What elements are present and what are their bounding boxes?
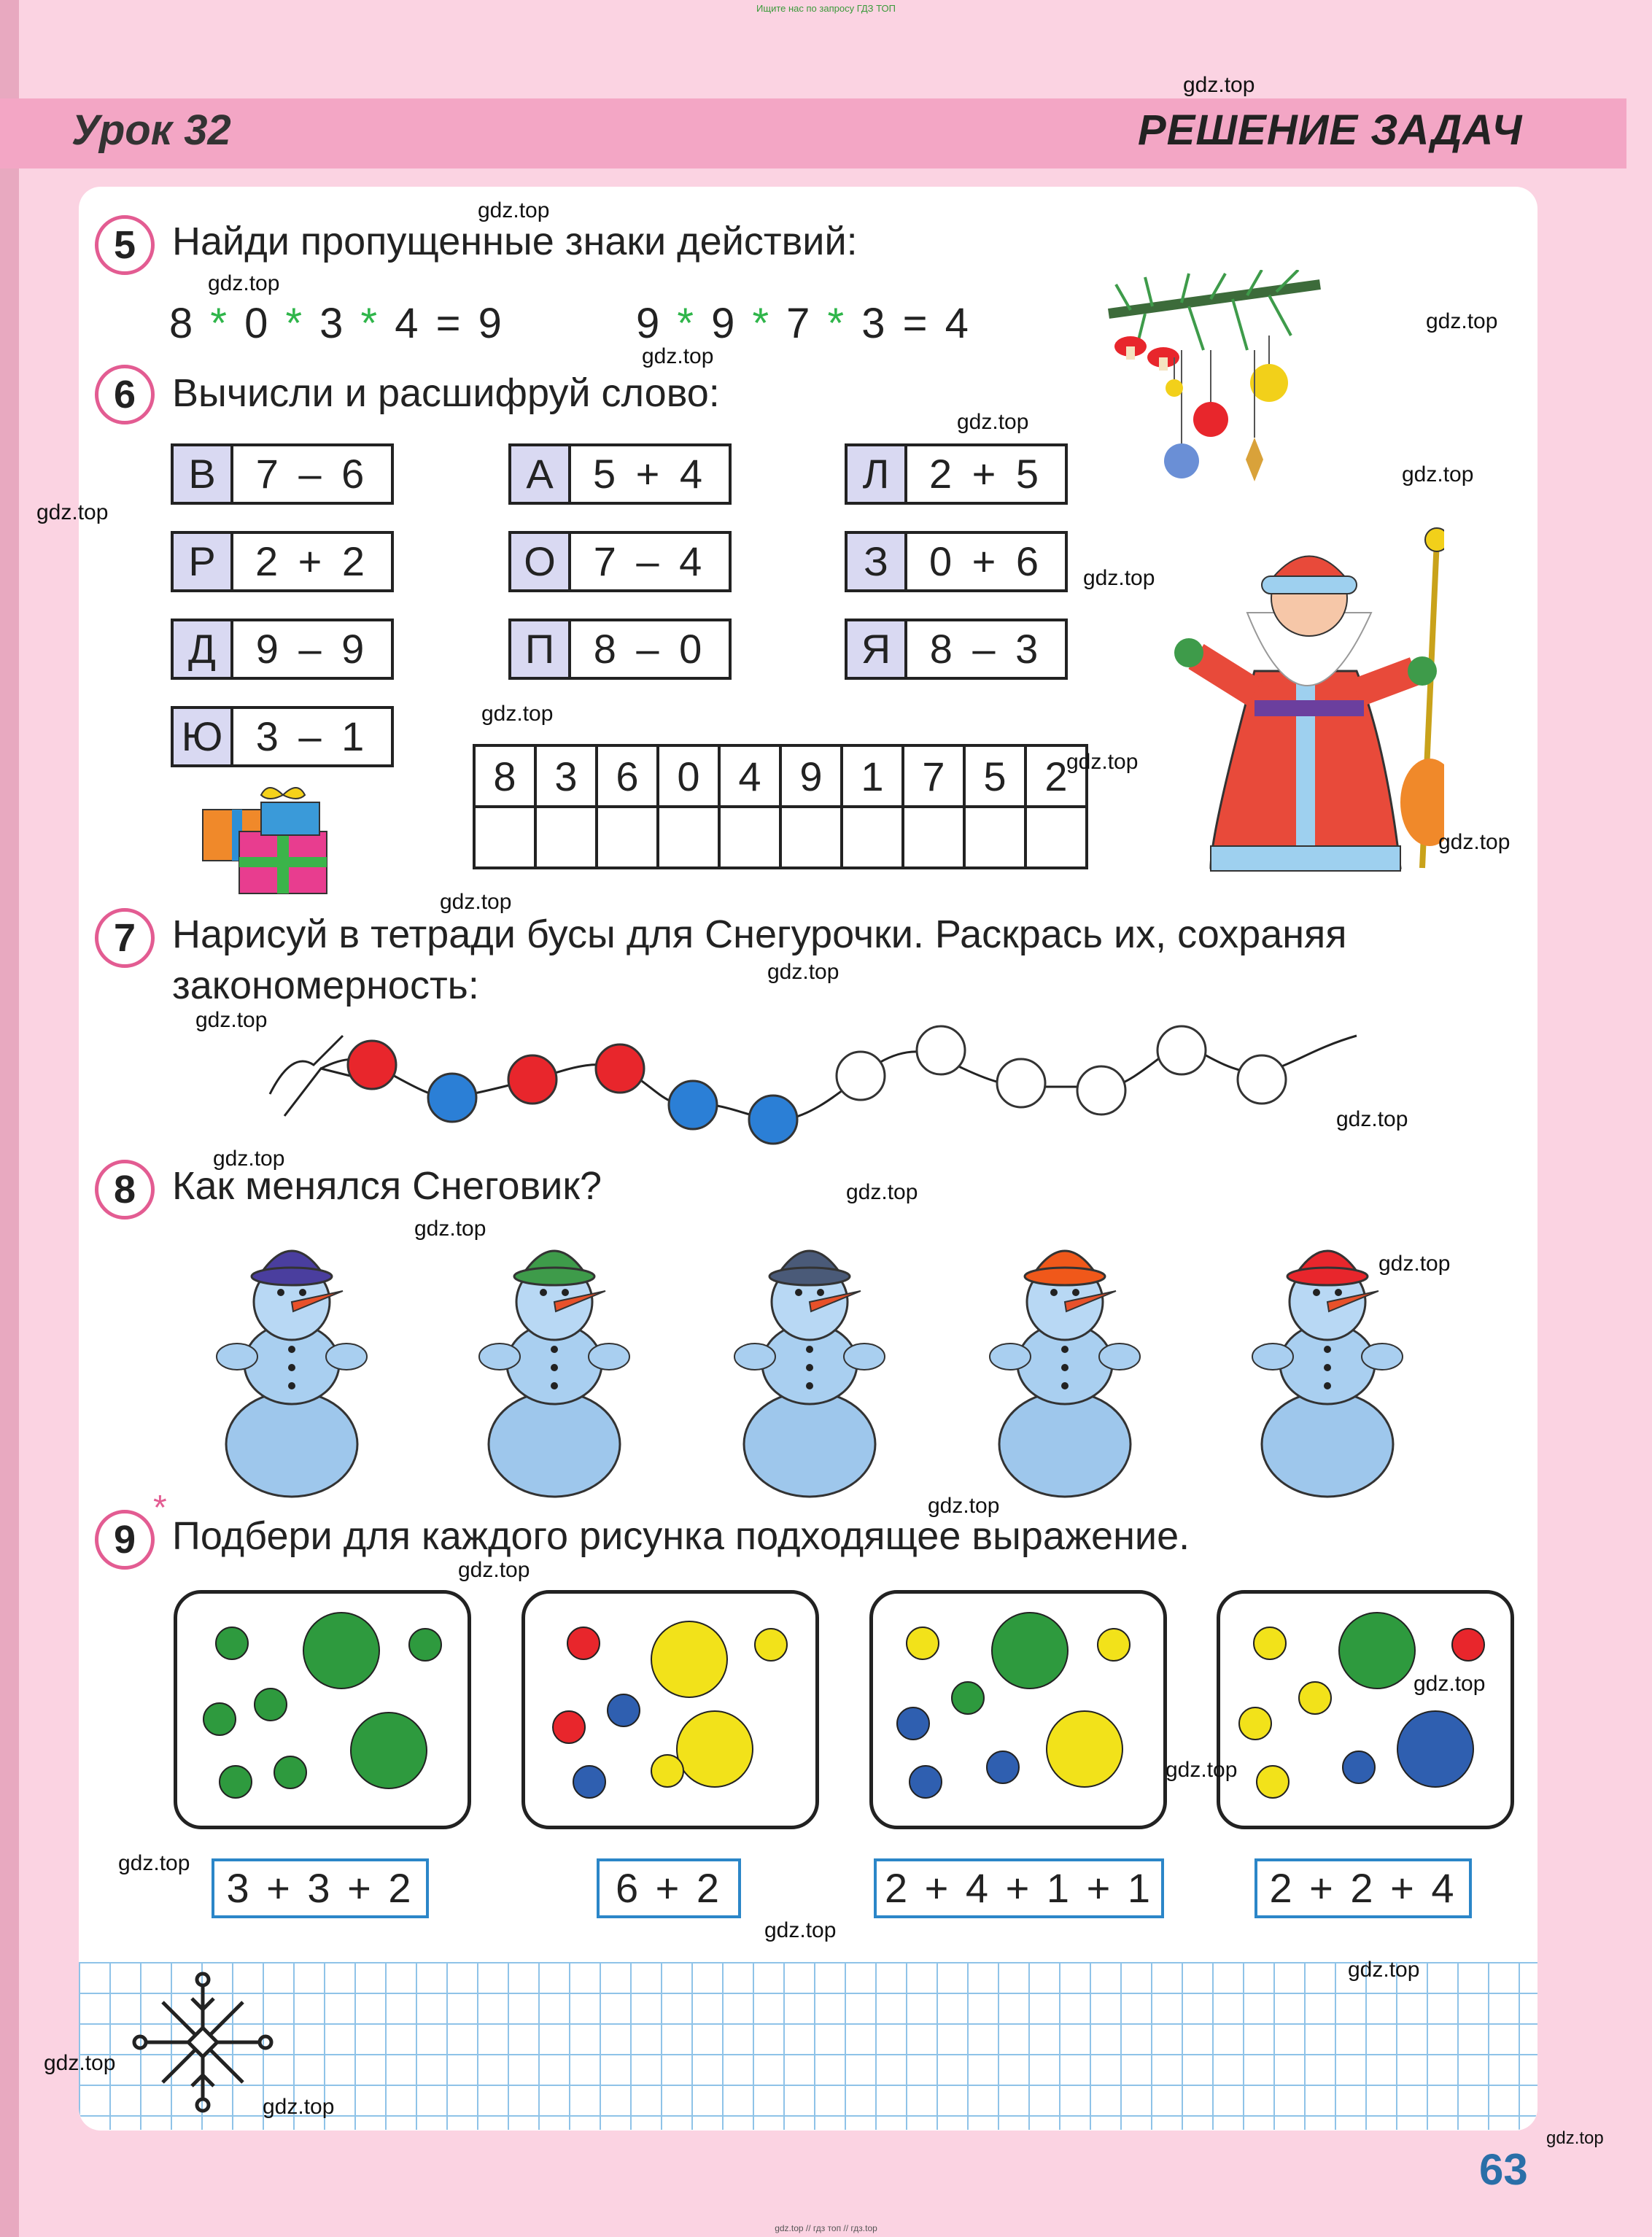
cipher-letter: Л [848,446,907,502]
bead-empty [1157,1026,1206,1074]
answer-cell[interactable] [597,807,658,868]
task-5-number: 5 [95,215,155,275]
code-digit: 5 [964,745,1025,807]
answer-cell[interactable] [842,807,903,868]
cipher-expression: 8 – 3 [929,626,1043,672]
missing-sign-asterisk[interactable]: * [271,300,320,347]
code-digit: 4 [719,745,780,807]
bead-empty [837,1052,885,1100]
watermark: gdz.top [44,2051,116,2075]
expression-2[interactable]: 6 + 2 [597,1858,741,1918]
watermark: gdz.top [1378,1252,1451,1276]
cipher-letter: Ю [174,709,233,764]
bead-empty [997,1059,1045,1107]
equation-term: 9 [711,300,738,347]
task-9-text: Подбери для каждого рисунка подходящее выражение. [172,1514,1190,1558]
task-6-column-2 [508,443,732,706]
cipher-box [171,706,394,767]
watermark: gdz.top [458,1558,530,1582]
watermark: gdz.top [1166,1758,1238,1782]
equation-term: 9 [636,300,663,347]
code-digits-row [474,745,1087,807]
cipher-box [171,531,394,592]
code-digit: 1 [842,745,903,807]
picture-card-1 [174,1590,471,1829]
task-7-number: 7 [95,908,155,968]
task-5-text: Найди пропущенные знаки действий: [172,220,858,263]
watermark: gdz.top [767,960,839,984]
code-digit: 7 [903,745,964,807]
code-digit: 2 [1025,745,1087,807]
cipher-expression: 8 – 0 [593,626,707,672]
cipher-expression: 7 – 4 [593,538,707,584]
answer-cell[interactable] [535,807,597,868]
cipher-box [845,619,1068,680]
lesson-title: Урок 32 [71,106,231,154]
missing-sign-asterisk[interactable]: * [195,300,245,347]
task-9-star: * [153,1489,167,1527]
watermark: gdz.top [208,271,280,295]
answer-cell[interactable] [719,807,780,868]
cipher-letter: Я [848,621,907,677]
watermark: gdz.top [1426,309,1498,333]
cipher-box [508,619,732,680]
cipher-expression: 2 + 2 [255,538,370,584]
santa-claus-illustration [1167,525,1444,890]
code-digit: 6 [597,745,658,807]
cipher-expression: 3 – 1 [255,713,369,759]
watermark: gdz.top [1083,566,1155,590]
snowman-4 [955,1225,1174,1503]
task-9-number: 9 [95,1510,155,1570]
bead-empty [1238,1055,1286,1104]
task-7-text-line1: Нарисуй в тетради бусы для Снегурочки. Раскрась их, сохраняя [172,912,1347,956]
bead-red [596,1044,644,1093]
watermark: gdz.top [195,1008,268,1032]
cipher-letter: А [511,446,571,502]
expression-1[interactable]: 3 + 3 + 2 [212,1858,429,1918]
watermark: gdz.top [213,1147,285,1171]
watermark: gdz.top [957,410,1029,434]
answer-cell[interactable] [964,807,1025,868]
task-8-text: Как менялся Снеговик? [172,1164,602,1208]
beads-necklace [241,1007,1378,1152]
book-spine [0,0,19,2237]
watermark: gdz.top [118,1851,190,1875]
equation-term: 4 = 9 [395,300,505,347]
task-7-text-line2: закономерность: [172,964,479,1007]
missing-sign-asterisk[interactable]: * [813,300,862,347]
bead-red [508,1055,557,1104]
answer-row[interactable] [474,807,1087,868]
cipher-expression: 5 + 4 [592,451,707,497]
equation-term: 7 [786,300,813,347]
bottom-note: gdz.top // гдз топ // гдз.top [775,2223,877,2233]
christmas-branch-illustration [1101,270,1335,489]
snowmen-row [182,1225,1422,1503]
cipher-expression: 7 – 6 [255,451,369,497]
watermark: gdz.top [263,2095,335,2119]
page-number: 63 [1479,2145,1528,2194]
watermark: gdz.top [846,1180,918,1204]
expression-3[interactable]: 2 + 4 + 1 + 1 [874,1858,1164,1918]
task-6-text: Вычисли и расшифруй слово: [172,371,720,415]
answer-cell[interactable] [474,807,535,868]
watermark: gdz.top [414,1217,486,1241]
snowman-2 [445,1225,664,1503]
watermark: gdz.top [1402,462,1474,486]
watermark: gdz.top [1348,1958,1420,1982]
watermark: gdz.top [1183,73,1255,97]
watermark: gdz.top [1438,830,1511,854]
cipher-letter: О [511,534,571,589]
equation-term: 3 [319,300,346,347]
watermark: gdz.top [478,198,550,222]
snowflake-icon [130,1969,276,2115]
cipher-letter: З [848,534,907,589]
missing-sign-asterisk[interactable]: * [737,300,787,347]
bead-empty [917,1026,965,1074]
cipher-expression: 9 – 9 [255,626,369,672]
task-6-column-3 [845,443,1068,706]
expression-4[interactable]: 2 + 2 + 4 [1254,1858,1472,1918]
answer-cell[interactable] [1025,807,1087,868]
code-digit: 9 [780,745,842,807]
watermark: gdz.top [928,1494,1000,1518]
gift-boxes-illustration [195,780,356,897]
cipher-letter: В [174,446,233,502]
bead-blue [669,1081,717,1129]
code-digit: 8 [474,745,535,807]
task-8-number: 8 [95,1160,155,1220]
equation-term: 8 [169,300,196,347]
equation-term: 3 = 4 [861,300,972,347]
bead-empty [1077,1066,1125,1114]
bead-blue [428,1074,476,1122]
task-6-column-1 [171,443,394,794]
watermark: gdz.top [1066,750,1139,774]
watermark: gdz.top [36,500,109,524]
cipher-box [508,443,732,505]
watermark: gdz.top [642,344,714,368]
cipher-expression: 2 + 5 [928,451,1044,497]
cipher-letter: П [511,621,571,677]
watermark: gdz.top [481,702,554,726]
topic-title: РЕШЕНИЕ ЗАДАЧ [1138,106,1523,154]
missing-sign-asterisk[interactable]: * [346,300,395,347]
answer-cell[interactable] [903,807,964,868]
snowman-3 [700,1225,919,1503]
snowman-1 [182,1225,401,1503]
equation-term: 0 [244,300,271,347]
task-5-equation-1 [169,299,505,348]
answer-cell[interactable] [658,807,719,868]
cipher-box [171,443,394,505]
bead-blue [749,1096,797,1144]
bead-red [348,1041,396,1089]
cipher-letter: Р [174,534,233,589]
cipher-box [171,619,394,680]
code-digit: 0 [658,745,719,807]
watermark: gdz.top [440,890,512,914]
picture-card-2 [521,1590,819,1829]
missing-sign-asterisk[interactable]: * [662,300,712,347]
code-digit: 3 [535,745,597,807]
picture-card-4 [1217,1590,1514,1829]
answer-cell[interactable] [780,807,842,868]
task-5-equation-2 [636,299,972,348]
watermark: gdz.top [1546,2128,1604,2148]
cipher-box [508,531,732,592]
task-6-number: 6 [95,365,155,424]
cipher-box [845,443,1068,505]
watermark: gdz.top [1336,1107,1408,1131]
watermark: gdz.top [764,1918,837,1942]
cipher-box [845,531,1068,592]
cipher-letter: Д [174,621,233,677]
top-note: Ищите нас по запросу ГДЗ ТОП [756,3,896,14]
picture-card-3 [869,1590,1167,1829]
cipher-expression: 0 + 6 [928,538,1044,584]
watermark: gdz.top [1413,1672,1486,1696]
task-6-code-grid [473,744,1088,869]
